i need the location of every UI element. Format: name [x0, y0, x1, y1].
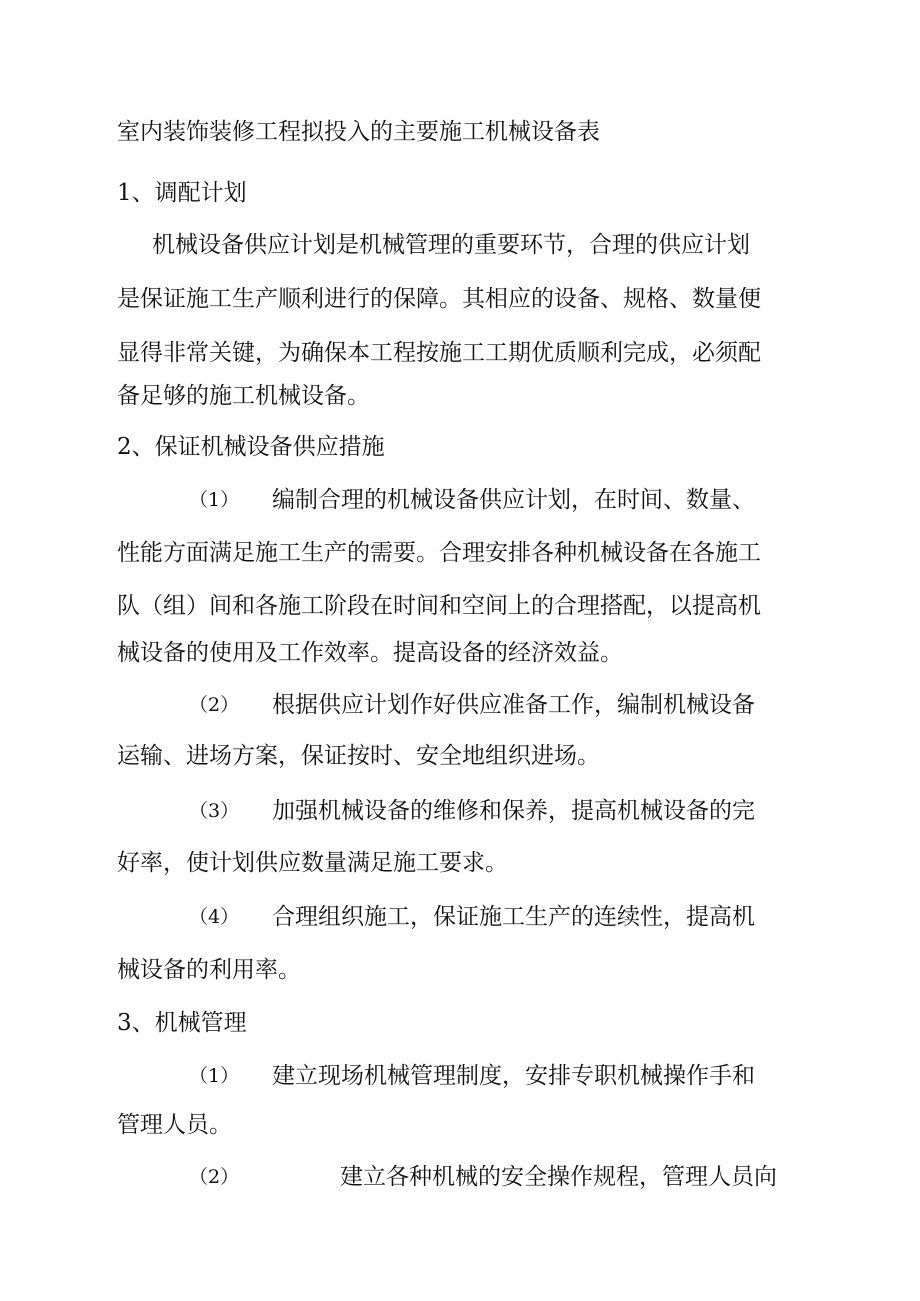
item-number: （1） — [189, 489, 240, 511]
item-text-line: 建立各种机械的安全操作规程，管理人员向 — [340, 1164, 777, 1190]
section-1-para-line: 备足够的施工机械设备。 — [117, 383, 370, 409]
item-number: （1） — [189, 1065, 240, 1087]
item-text-line: 建立现场机械管理制度，安排专职机械操作手和 — [272, 1063, 755, 1089]
item-text-line: 队（组）间和各施工阶段在时间和空间上的合理搭配，以提高机 — [117, 593, 761, 619]
item-text-line: 管理人员。 — [117, 1112, 232, 1138]
section-3-heading: 3、机械管理 — [117, 1010, 247, 1036]
section-1-para-line: 显得非常关键，为确保本工程按施工工期优质顺利完成，必须配 — [117, 340, 761, 366]
item-number: （3） — [189, 800, 240, 822]
item-number: （2） — [189, 1166, 240, 1188]
item-text-line: 根据供应计划作好供应准备工作，编制机械设备 — [272, 692, 755, 718]
item-number: （2） — [189, 694, 240, 716]
item-text-line: 编制合理的机械设备供应计划，在时间、数量、 — [272, 487, 755, 513]
item-text-line: 加强机械设备的维修和保养，提高机械设备的完 — [272, 798, 755, 824]
item-text-line: 械设备的利用率。 — [117, 957, 301, 983]
item-number: （4） — [189, 906, 240, 928]
document-title: 室内装饰装修工程拟投入的主要施工机械设备表 — [117, 119, 600, 145]
section-1-para-line: 是保证施工生产顺利进行的保障。其相应的设备、规格、数量便 — [117, 286, 761, 312]
section-1-heading: 1、调配计划 — [117, 180, 247, 206]
section-2-heading: 2、保证机械设备供应措施 — [117, 434, 385, 460]
item-text-line: 好率，使计划供应数量满足施工要求。 — [117, 850, 508, 876]
item-text-line: 性能方面满足施工生产的需要。合理安排各种机械设备在各施工 — [117, 540, 761, 566]
item-text-line: 合理组织施工，保证施工生产的连续性，提高机 — [272, 904, 755, 930]
section-1-para-line: 机械设备供应计划是机械管理的重要环节，合理的供应计划 — [152, 232, 750, 258]
item-text-line: 运输、进场方案，保证按时、安全地组织进场。 — [117, 743, 600, 769]
item-text-line: 械设备的使用及工作效率。提高设备的经济效益。 — [117, 640, 623, 666]
